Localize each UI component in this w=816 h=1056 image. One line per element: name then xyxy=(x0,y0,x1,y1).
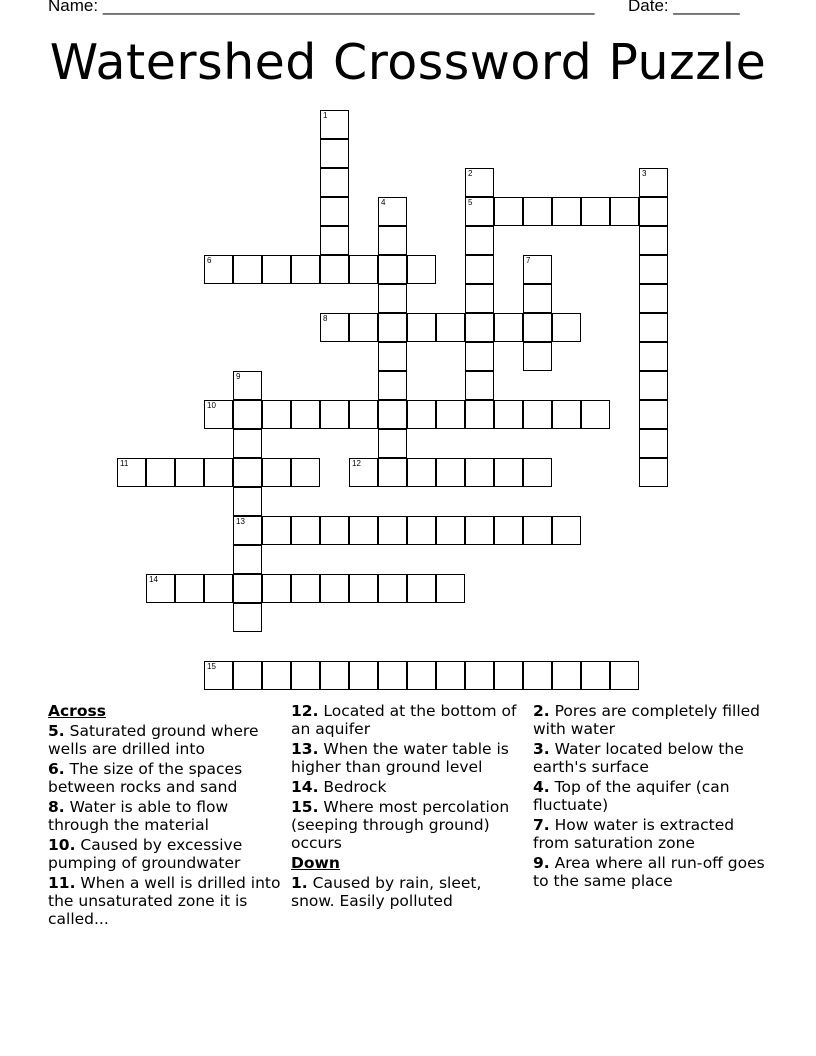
grid-cell[interactable] xyxy=(146,458,175,487)
grid-cell[interactable] xyxy=(465,197,494,226)
grid-cell[interactable] xyxy=(291,516,320,545)
across-clue-5: 5. Saturated ground where wells are drilled into xyxy=(48,722,259,758)
grid-cell[interactable] xyxy=(581,661,610,690)
grid-cell[interactable] xyxy=(436,400,465,429)
across-clue-8: 8. Water is able to flow through the material xyxy=(48,798,229,834)
clue-number: 3 xyxy=(642,169,647,178)
down-clue-2: 2. Pores are completely filled with water xyxy=(533,702,761,738)
grid-cell[interactable] xyxy=(117,458,146,487)
grid-cell[interactable] xyxy=(436,574,465,603)
grid-cell[interactable] xyxy=(378,284,407,313)
grid-cell[interactable] xyxy=(465,371,494,400)
grid-cell[interactable] xyxy=(320,110,349,139)
grid-cell[interactable] xyxy=(639,313,668,342)
grid-cell[interactable] xyxy=(204,458,233,487)
grid-cell[interactable] xyxy=(378,574,407,603)
grid-cell[interactable] xyxy=(204,661,233,690)
grid-cell[interactable] xyxy=(349,313,378,342)
grid-cell[interactable] xyxy=(262,255,291,284)
grid-cell[interactable] xyxy=(639,342,668,371)
grid-cell[interactable] xyxy=(320,400,349,429)
grid-cell[interactable] xyxy=(262,400,291,429)
grid-cell[interactable] xyxy=(233,661,262,690)
grid-cell[interactable] xyxy=(233,516,262,545)
grid-cell[interactable] xyxy=(639,371,668,400)
name-label: Name: xyxy=(48,0,99,15)
grid-cell[interactable] xyxy=(320,255,349,284)
grid-cell[interactable] xyxy=(233,574,262,603)
grid-cell[interactable] xyxy=(233,458,262,487)
grid-cell[interactable] xyxy=(320,574,349,603)
grid-cell[interactable] xyxy=(378,516,407,545)
grid-cell[interactable] xyxy=(523,458,552,487)
clues-column-1 xyxy=(48,702,284,930)
name-blank[interactable]: ____________________________________________________ xyxy=(102,0,595,15)
across-clue-14: 14. Bedrock xyxy=(291,778,387,796)
grid-cell[interactable] xyxy=(175,458,204,487)
clue-number: 14 xyxy=(149,575,158,584)
grid-cell[interactable] xyxy=(349,516,378,545)
clue-number: 1 xyxy=(323,111,328,120)
grid-cell[interactable] xyxy=(494,197,523,226)
grid-cell[interactable] xyxy=(465,458,494,487)
grid-cell[interactable] xyxy=(639,197,668,226)
down-clue-3: 3. Water located below the earth's surface xyxy=(533,740,744,776)
grid-cell[interactable] xyxy=(378,197,407,226)
grid-cell[interactable] xyxy=(610,197,639,226)
grid-cell[interactable] xyxy=(523,400,552,429)
grid-cell[interactable] xyxy=(349,574,378,603)
grid-cell[interactable] xyxy=(378,313,407,342)
page-title: Watershed Crossword Puzzle xyxy=(49,34,767,91)
grid-cell[interactable] xyxy=(378,255,407,284)
grid-cell[interactable] xyxy=(523,197,552,226)
grid-cell[interactable] xyxy=(436,661,465,690)
clue-number: 2 xyxy=(468,169,473,178)
clue-number: 12 xyxy=(352,459,361,468)
clue-number: 8 xyxy=(323,314,328,323)
grid-cell[interactable] xyxy=(233,400,262,429)
grid-cell[interactable] xyxy=(262,574,291,603)
grid-cell[interactable] xyxy=(523,342,552,371)
clue-number: 9 xyxy=(236,372,241,381)
grid-cell[interactable] xyxy=(552,313,581,342)
grid-cell[interactable] xyxy=(639,400,668,429)
grid-cell[interactable] xyxy=(465,516,494,545)
grid-cell[interactable] xyxy=(581,197,610,226)
grid-cell[interactable] xyxy=(233,371,262,400)
grid-cell[interactable] xyxy=(233,545,262,574)
grid-cell[interactable] xyxy=(494,516,523,545)
grid-cell[interactable] xyxy=(233,429,262,458)
grid-cell[interactable] xyxy=(523,661,552,690)
grid-cell[interactable] xyxy=(291,661,320,690)
grid-cell[interactable] xyxy=(639,168,668,197)
down-clue-9: 9. Area where all run-off goes to the same place xyxy=(533,854,765,890)
grid-cell[interactable] xyxy=(378,226,407,255)
grid-cell[interactable] xyxy=(494,400,523,429)
grid-cell[interactable] xyxy=(407,255,436,284)
grid-cell[interactable] xyxy=(291,255,320,284)
clue-number: 7 xyxy=(526,256,531,265)
grid-cell[interactable] xyxy=(465,342,494,371)
grid-cell[interactable] xyxy=(465,284,494,313)
grid-cell[interactable] xyxy=(639,255,668,284)
grid-cell[interactable] xyxy=(581,400,610,429)
grid-cell[interactable] xyxy=(436,313,465,342)
clue-number: 13 xyxy=(236,517,245,526)
across-clue-15: 15. Where most percolation (seeping through ground) occurs xyxy=(291,798,510,852)
grid-cell[interactable] xyxy=(407,458,436,487)
clue-number: 5 xyxy=(468,198,473,207)
grid-cell[interactable] xyxy=(204,574,233,603)
date-blank[interactable]: _______ xyxy=(673,0,740,15)
grid-cell[interactable] xyxy=(291,458,320,487)
grid-cell[interactable] xyxy=(233,603,262,632)
grid-cell[interactable] xyxy=(523,255,552,284)
grid-cell[interactable] xyxy=(146,574,175,603)
grid-cell[interactable] xyxy=(320,313,349,342)
clue-number: 4 xyxy=(381,198,386,207)
grid-cell[interactable] xyxy=(320,226,349,255)
grid-cell[interactable] xyxy=(320,197,349,226)
across-clue-13: 13. When the water table is higher than ground level xyxy=(291,740,509,776)
grid-cell[interactable] xyxy=(407,313,436,342)
grid-cell[interactable] xyxy=(378,429,407,458)
across-clue-10: 10. Caused by excessive pumping of groundwater xyxy=(48,836,243,872)
across-clue-11: 11. When a well is drilled into the unsaturated zone it is called... xyxy=(48,874,281,928)
grid-cell[interactable] xyxy=(407,400,436,429)
grid-cell[interactable] xyxy=(320,516,349,545)
clue-number: 11 xyxy=(120,459,129,468)
grid-cell[interactable] xyxy=(378,371,407,400)
grid-cell[interactable] xyxy=(262,458,291,487)
grid-cell[interactable] xyxy=(610,661,639,690)
grid-cell[interactable] xyxy=(465,226,494,255)
grid-cell[interactable] xyxy=(523,516,552,545)
grid-cell[interactable] xyxy=(407,574,436,603)
grid-cell[interactable] xyxy=(465,168,494,197)
date-label: Date: xyxy=(628,0,669,15)
grid-cell[interactable] xyxy=(349,458,378,487)
grid-cell[interactable] xyxy=(378,342,407,371)
grid-cell[interactable] xyxy=(465,313,494,342)
grid-cell[interactable] xyxy=(639,284,668,313)
grid-cell[interactable] xyxy=(320,661,349,690)
grid-cell[interactable] xyxy=(494,458,523,487)
clue-number: 10 xyxy=(207,401,216,410)
grid-cell[interactable] xyxy=(349,255,378,284)
grid-cell[interactable] xyxy=(552,400,581,429)
grid-cell[interactable] xyxy=(320,139,349,168)
grid-cell[interactable] xyxy=(465,661,494,690)
grid-cell[interactable] xyxy=(494,661,523,690)
grid-cell[interactable] xyxy=(378,400,407,429)
down-clue-4: 4. Top of the aquifer (can fluctuate) xyxy=(533,778,730,814)
grid-cell[interactable] xyxy=(436,458,465,487)
down-clue-1: 1. Caused by rain, sleet, snow. Easily polluted xyxy=(291,874,482,910)
grid-cell[interactable] xyxy=(523,313,552,342)
across-clue-12: 12. Located at the bottom of an aquifer xyxy=(291,702,517,738)
grid-cell[interactable] xyxy=(494,313,523,342)
across-clue-6: 6. The size of the spaces between rocks and sand xyxy=(48,760,243,796)
grid-cell[interactable] xyxy=(378,661,407,690)
down-clue-7: 7. How water is extracted from saturation zone xyxy=(533,816,735,852)
grid-cell[interactable] xyxy=(639,429,668,458)
grid-cell[interactable] xyxy=(204,400,233,429)
grid-cell[interactable] xyxy=(349,400,378,429)
grid-cell[interactable] xyxy=(262,516,291,545)
grid-cell[interactable] xyxy=(465,255,494,284)
grid-cell[interactable] xyxy=(436,516,465,545)
across-heading: Across xyxy=(48,702,106,720)
grid-cell[interactable] xyxy=(407,661,436,690)
grid-cell[interactable] xyxy=(204,255,233,284)
clue-number: 15 xyxy=(207,662,216,671)
grid-cell[interactable] xyxy=(320,168,349,197)
grid-cell[interactable] xyxy=(291,400,320,429)
clues-column-2 xyxy=(291,702,527,912)
grid-cell[interactable] xyxy=(349,661,378,690)
clue-number: 6 xyxy=(207,256,212,265)
grid-cell[interactable] xyxy=(552,516,581,545)
grid-cell[interactable] xyxy=(639,458,668,487)
grid-cell[interactable] xyxy=(639,226,668,255)
grid-cell[interactable] xyxy=(291,574,320,603)
grid-cell[interactable] xyxy=(262,661,291,690)
grid-cell[interactable] xyxy=(175,574,204,603)
grid-cell[interactable] xyxy=(233,255,262,284)
down-heading: Down xyxy=(291,854,340,872)
grid-cell[interactable] xyxy=(552,661,581,690)
clues-column-3 xyxy=(533,702,769,892)
grid-cell[interactable] xyxy=(523,284,552,313)
grid-cell[interactable] xyxy=(465,400,494,429)
grid-cell[interactable] xyxy=(407,516,436,545)
grid-cell[interactable] xyxy=(552,197,581,226)
grid-cell[interactable] xyxy=(233,487,262,516)
grid-cell[interactable] xyxy=(378,458,407,487)
